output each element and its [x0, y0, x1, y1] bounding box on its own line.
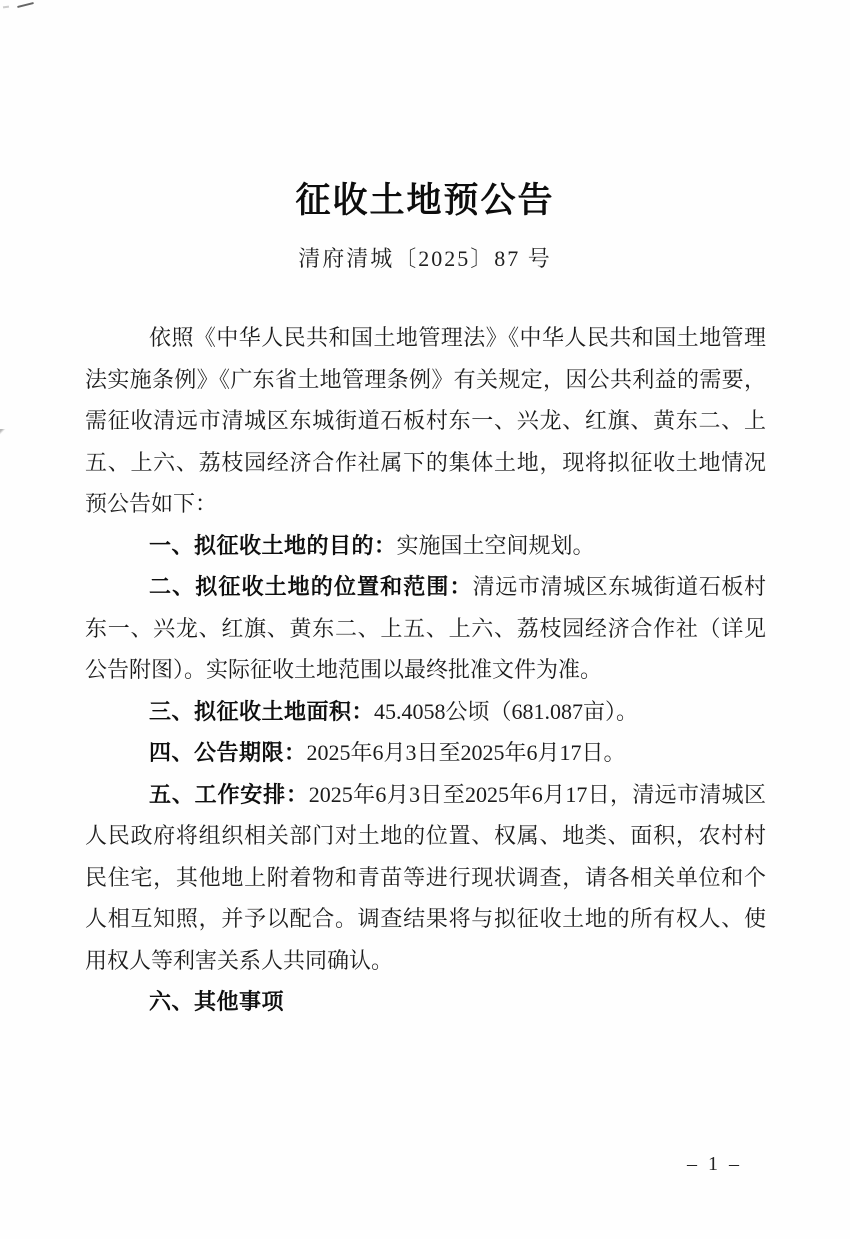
paragraph-text: 清远市清城区东城街道石板村东一、兴龙、红旗、黄东二、上五、上六、荔枝园经济合作社（详见公告附图）。实际征收土地范围以最终批准文件为准。 [85, 574, 766, 682]
scan-artifact-left [0, 429, 6, 436]
page-title: 征收土地预公告 [295, 181, 555, 221]
paragraph-lead: 五、工作安排： [149, 781, 309, 807]
paragraph-text: 45.4058公顷（681.087亩）。 [374, 698, 639, 724]
paragraph [85, 732, 766, 774]
paragraph [85, 774, 766, 982]
scan-artifact-top [17, 2, 34, 8]
paragraph [85, 566, 766, 691]
paragraph-lead: 三、拟征收土地面积： [149, 698, 375, 724]
paragraph [85, 981, 766, 1023]
paragraph [85, 317, 766, 525]
scan-artifact-smudge [3, 6, 9, 9]
document-body [85, 317, 766, 1023]
paragraph-lead: 二、拟征收土地的位置和范围： [149, 574, 473, 599]
doc-number: 清府清城〔2025〕87 号 [298, 246, 552, 271]
paragraph-lead: 一、拟征收土地的目的： [149, 532, 397, 558]
paragraph [85, 691, 766, 733]
paragraph-text: 依照《中华人民共和国土地管理法》《中华人民共和国土地管理法实施条例》《广东省土地管理条例》有关规定，因公共利益的需要，需征收清远市清城区东城街道石板村东一、兴龙、红旗、黄东二、上五、上六、荔枝园经济合作社属下的集体土地，现将拟征收土地情况预公告如下： [85, 325, 766, 516]
paragraph [85, 525, 766, 567]
paragraph-text: 2025年6月3日至2025年6月17日，清远市清城区人民政府将组织相关部门对土地的位置、权属、地类、面积，农村村民住宅，其他地上附着物和青苗等进行现状调查，请各相关单位和个人相互知照，并予以配合。调查结果将与拟征收土地的所有权人、使用权人等利害关系人共同确认。 [85, 781, 766, 973]
paragraph-lead: 四、公告期限： [149, 740, 307, 765]
paragraph-lead: 六、其他事项 [149, 989, 285, 1014]
paragraph-text: 实施国土空间规划。 [396, 532, 595, 558]
paragraph-text: 2025年6月3日至2025年6月17日。 [306, 740, 626, 765]
page-number: – 1 – [687, 1153, 742, 1175]
